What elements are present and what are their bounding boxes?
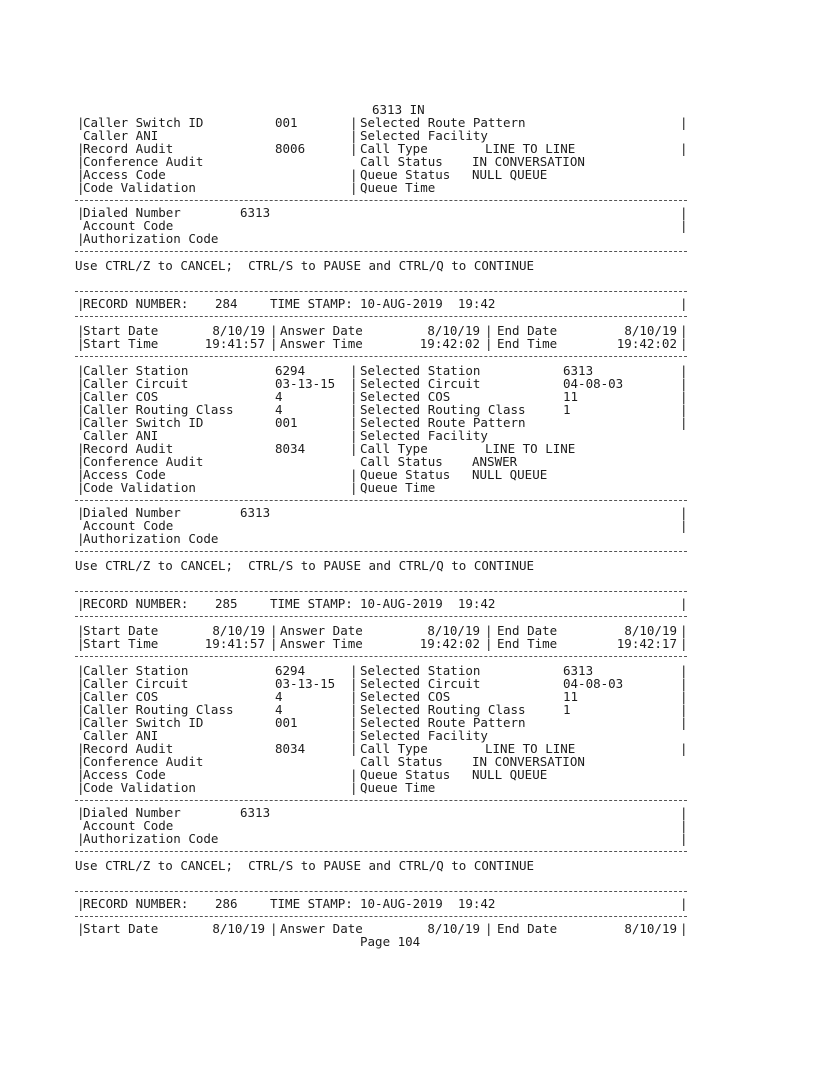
- label-caller-ani: Caller ANI: [83, 728, 159, 743]
- date-row: | Start Date 8/10/19 | Answer Date 8/10/19 | End Date 8/10/19 |: [77, 623, 688, 638]
- value-selected-circuit: 04-08-03: [563, 376, 624, 391]
- label-start-time: Start Time: [83, 636, 159, 651]
- detail-line: | Record Audit 8006 | Call Type LINE TO LINE |: [77, 141, 688, 156]
- value-record-audit: 8006: [275, 141, 306, 156]
- detail-line: | Caller Switch ID 001 | Selected Route Pattern |: [77, 415, 688, 430]
- value-queue-status: NULL QUEUE: [472, 467, 548, 482]
- value-answer-time: 19:42:02: [419, 336, 480, 351]
- value-selected-cos: 11: [563, 389, 579, 404]
- label-queue-status: Queue Status: [360, 167, 451, 182]
- value-start-time: 19:41:57: [204, 636, 265, 651]
- value-record-audit: 8034: [275, 441, 306, 456]
- detail-line: | Caller Station 6294 | Selected Station 6313 |: [77, 663, 688, 678]
- value-call-type: LINE TO LINE: [485, 741, 576, 756]
- label-caller-cos: Caller COS: [83, 389, 159, 404]
- value-queue-status: NULL QUEUE: [472, 767, 548, 782]
- value-answer-time: 19:42:02: [419, 636, 480, 651]
- label-selected-route-pattern: Selected Route Pattern: [360, 715, 526, 730]
- value-call-type: LINE TO LINE: [485, 441, 576, 456]
- label-account-code: Account Code: [83, 218, 174, 233]
- detail-line: | Caller Circuit 03-13-15 | Selected Circuit 04-08-03 |: [77, 676, 688, 691]
- value-answer-date: 8/10/19: [427, 323, 480, 338]
- label-answer-time: Answer Time: [280, 336, 363, 351]
- value-dialed-number: 6313: [240, 505, 271, 520]
- detail-line: | Conference Audit Call Status ANSWER: [77, 454, 518, 469]
- ctrl-message: Use CTRL/Z to CANCEL; CTRL/S to PAUSE and CTRL/Q to CONTINUE: [75, 858, 535, 873]
- separator: [0, 608, 816, 622]
- account-line: Account Code |: [83, 818, 688, 833]
- detail-line: | Access Code | Queue Status NULL QUEUE: [77, 467, 548, 482]
- separator: [0, 243, 816, 257]
- detail-line: | Caller COS 4 | Selected COS 11 |: [77, 389, 688, 404]
- authorization-line: | Authorization Code: [77, 231, 219, 246]
- label-code-validation: Code Validation: [83, 180, 196, 195]
- value-end-date: 8/10/19: [624, 623, 677, 638]
- page-number: Page 104: [360, 934, 421, 949]
- authorization-line: | Authorization Code |: [77, 831, 688, 846]
- value-call-status: ANSWER: [472, 454, 518, 469]
- label-call-status: Call Status: [360, 154, 443, 169]
- ctrl-message: Use CTRL/Z to CANCEL; CTRL/S to PAUSE and CTRL/Q to CONTINUE: [75, 258, 535, 273]
- value-caller-station: 6294: [275, 363, 306, 378]
- ctrl-message: Use CTRL/Z to CANCEL; CTRL/S to PAUSE and CTRL/Q to CONTINUE: [75, 558, 535, 573]
- value-call-status: IN CONVERSATION: [472, 754, 585, 769]
- detail-line: | Code Validation | Queue Time: [77, 180, 436, 195]
- value-caller-circuit: 03-13-15: [275, 376, 336, 391]
- label-caller-station: Caller Station: [83, 363, 189, 378]
- label-access-code: Access Code: [83, 767, 166, 782]
- label-dialed-number: Dialed Number: [83, 205, 181, 220]
- time-row: | Start Time 19:41:57 | Answer Time 19:42:02 | End Time 19:42:17 |: [77, 636, 688, 651]
- label-caller-routing-class: Caller Routing Class: [83, 702, 234, 717]
- label-time-stamp: TIME STAMP:: [270, 596, 353, 611]
- value-caller-circuit: 03-13-15: [275, 676, 336, 691]
- value-caller-switch-id: 001: [275, 415, 298, 430]
- label-call-type: Call Type: [360, 441, 428, 456]
- value-end-date: 8/10/19: [624, 921, 677, 936]
- label-selected-facility: Selected Facility: [360, 728, 488, 743]
- detail-line: | Access Code | Queue Status NULL QUEUE: [77, 167, 548, 182]
- separator: [0, 843, 816, 857]
- label-record-audit: Record Audit: [83, 441, 174, 456]
- separator: [0, 492, 816, 506]
- value-caller-switch-id: 001: [275, 115, 298, 130]
- label-caller-station: Caller Station: [83, 663, 189, 678]
- label-selected-routing-class: Selected Routing Class: [360, 702, 526, 717]
- detail-line: | Caller Routing Class 4 | Selected Routing Class 1 |: [77, 402, 688, 417]
- separator: [0, 283, 816, 297]
- record-header: | RECORD NUMBER: 284 TIME STAMP: 10-AUG-2019 19:42 |: [77, 296, 688, 311]
- value-selected-routing-class: 1: [563, 402, 571, 417]
- value-queue-status: NULL QUEUE: [472, 167, 548, 182]
- label-code-validation: Code Validation: [83, 780, 196, 795]
- label-call-type: Call Type: [360, 741, 428, 756]
- label-end-date: End Date: [497, 323, 558, 338]
- label-call-type: Call Type: [360, 141, 428, 156]
- separator: [0, 883, 816, 897]
- label-selected-cos: Selected COS: [360, 389, 451, 404]
- separator: [0, 648, 816, 662]
- label-account-code: Account Code: [83, 518, 174, 533]
- label-record-number: RECORD NUMBER:: [83, 296, 189, 311]
- detail-line: | Caller Circuit 03-13-15 | Selected Circuit 04-08-03 |: [77, 376, 688, 391]
- label-end-date: End Date: [497, 623, 558, 638]
- record-header: | RECORD NUMBER: 285 TIME STAMP: 10-AUG-2019 19:42 |: [77, 596, 688, 611]
- label-authorization-code: Authorization Code: [83, 231, 219, 246]
- separator: [0, 792, 816, 806]
- label-call-status: Call Status: [360, 454, 443, 469]
- detail-line: | Conference Audit Call Status IN CONVERSATION: [77, 754, 585, 769]
- label-caller-circuit: Caller Circuit: [83, 676, 189, 691]
- value-answer-date: 8/10/19: [427, 623, 480, 638]
- label-end-date: End Date: [497, 921, 558, 936]
- label-answer-date: Answer Date: [280, 323, 363, 338]
- date-row: | Start Date 8/10/19 | Answer Date 8/10/19 | End Date 8/10/19 |: [77, 921, 688, 936]
- label-start-date: Start Date: [83, 921, 159, 936]
- detail-line: | Caller Station 6294 | Selected Station 6313 |: [77, 363, 688, 378]
- label-access-code: Access Code: [83, 167, 166, 182]
- label-caller-cos: Caller COS: [83, 689, 159, 704]
- value-answer-date: 8/10/19: [427, 921, 480, 936]
- label-selected-routing-class: Selected Routing Class: [360, 402, 526, 417]
- value-start-time: 19:41:57: [204, 336, 265, 351]
- value-call-type: LINE TO LINE: [485, 141, 576, 156]
- label-dialed-number: Dialed Number: [83, 805, 181, 820]
- detail-line: | Caller Routing Class 4 | Selected Routing Class 1 |: [77, 702, 688, 717]
- detail-line: | Code Validation | Queue Time: [77, 780, 436, 795]
- label-end-time: End Time: [497, 636, 558, 651]
- label-end-time: End Time: [497, 336, 558, 351]
- account-line: Account Code |: [83, 218, 688, 233]
- label-queue-status: Queue Status: [360, 467, 451, 482]
- header-fragment: 6313 IN: [372, 102, 425, 117]
- value-selected-station: 6313: [563, 663, 594, 678]
- label-queue-time: Queue Time: [360, 180, 436, 195]
- authorization-line: | Authorization Code: [77, 531, 219, 546]
- label-answer-date: Answer Date: [280, 921, 363, 936]
- separator: [0, 543, 816, 557]
- value-selected-routing-class: 1: [563, 702, 571, 717]
- detail-line: | Conference Audit Call Status IN CONVERSATION: [77, 154, 585, 169]
- label-code-validation: Code Validation: [83, 480, 196, 495]
- value-start-date: 8/10/19: [212, 323, 265, 338]
- label-answer-date: Answer Date: [280, 623, 363, 638]
- detail-line: | Caller Switch ID 001 | Selected Route Pattern |: [77, 115, 688, 130]
- label-conference-audit: Conference Audit: [83, 754, 204, 769]
- label-caller-ani: Caller ANI: [83, 428, 159, 443]
- value-selected-circuit: 04-08-03: [563, 676, 624, 691]
- separator: [0, 583, 816, 597]
- label-time-stamp: TIME STAMP:: [270, 296, 353, 311]
- value-end-time: 19:42:17: [616, 636, 677, 651]
- label-selected-facility: Selected Facility: [360, 428, 488, 443]
- detail-line: | Caller Switch ID 001 | Selected Route Pattern |: [77, 715, 688, 730]
- label-caller-switch-id: Caller Switch ID: [83, 715, 204, 730]
- date-row: | Start Date 8/10/19 | Answer Date 8/10/19 | End Date 8/10/19 |: [77, 323, 688, 338]
- value-time-stamp: 10-AUG-2019 19:42: [360, 896, 496, 911]
- separator: [0, 192, 816, 206]
- label-record-number: RECORD NUMBER:: [83, 896, 189, 911]
- value-selected-cos: 11: [563, 689, 579, 704]
- value-dialed-number: 6313: [240, 805, 271, 820]
- separator: [0, 908, 816, 922]
- label-selected-circuit: Selected Circuit: [360, 676, 481, 691]
- value-dialed-number: 6313: [240, 205, 271, 220]
- value-caller-routing-class: 4: [275, 402, 283, 417]
- time-row: | Start Time 19:41:57 | Answer Time 19:42:02 | End Time 19:42:02 |: [77, 336, 688, 351]
- value-start-date: 8/10/19: [212, 623, 265, 638]
- value-time-stamp: 10-AUG-2019 19:42: [360, 596, 496, 611]
- label-caller-ani: Caller ANI: [83, 128, 159, 143]
- label-queue-time: Queue Time: [360, 480, 436, 495]
- value-start-date: 8/10/19: [212, 921, 265, 936]
- dialed-line: | Dialed Number 6313 |: [77, 805, 688, 820]
- label-record-number: RECORD NUMBER:: [83, 596, 189, 611]
- label-authorization-code: Authorization Code: [83, 531, 219, 546]
- label-conference-audit: Conference Audit: [83, 454, 204, 469]
- label-selected-cos: Selected COS: [360, 689, 451, 704]
- value-caller-station: 6294: [275, 663, 306, 678]
- value-time-stamp: 10-AUG-2019 19:42: [360, 296, 496, 311]
- account-line: Account Code |: [83, 518, 688, 533]
- record-header: | RECORD NUMBER: 286 TIME STAMP: 10-AUG-2019 19:42 |: [77, 896, 688, 911]
- label-selected-station: Selected Station: [360, 663, 481, 678]
- label-selected-route-pattern: Selected Route Pattern: [360, 415, 526, 430]
- detail-line: | Record Audit 8034 | Call Type LINE TO LINE: [77, 441, 576, 456]
- value-end-time: 19:42:02: [616, 336, 677, 351]
- label-caller-circuit: Caller Circuit: [83, 376, 189, 391]
- label-start-date: Start Date: [83, 323, 159, 338]
- label-selected-circuit: Selected Circuit: [360, 376, 481, 391]
- value-caller-cos: 4: [275, 389, 283, 404]
- label-selected-station: Selected Station: [360, 363, 481, 378]
- label-access-code: Access Code: [83, 467, 166, 482]
- label-conference-audit: Conference Audit: [83, 154, 204, 169]
- value-caller-cos: 4: [275, 689, 283, 704]
- value-record-number: 286: [215, 896, 238, 911]
- label-dialed-number: Dialed Number: [83, 505, 181, 520]
- value-call-status: IN CONVERSATION: [472, 154, 585, 169]
- dialed-line: | Dialed Number 6313 |: [77, 205, 688, 220]
- label-start-date: Start Date: [83, 623, 159, 638]
- label-record-audit: Record Audit: [83, 741, 174, 756]
- value-record-audit: 8034: [275, 741, 306, 756]
- value-record-number: 285: [215, 596, 238, 611]
- detail-line: Caller ANI | Selected Facility: [83, 428, 488, 443]
- detail-line: Caller ANI | Selected Facility: [83, 128, 488, 143]
- detail-line: | Code Validation | Queue Time: [77, 480, 436, 495]
- separator: [0, 308, 816, 322]
- separator: [0, 348, 816, 362]
- label-time-stamp: TIME STAMP:: [270, 896, 353, 911]
- label-answer-time: Answer Time: [280, 636, 363, 651]
- label-record-audit: Record Audit: [83, 141, 174, 156]
- detail-line: Caller ANI | Selected Facility: [83, 728, 488, 743]
- label-call-status: Call Status: [360, 754, 443, 769]
- label-caller-switch-id: Caller Switch ID: [83, 115, 204, 130]
- label-queue-status: Queue Status: [360, 767, 451, 782]
- value-end-date: 8/10/19: [624, 323, 677, 338]
- value-caller-routing-class: 4: [275, 702, 283, 717]
- value-selected-station: 6313: [563, 363, 594, 378]
- label-account-code: Account Code: [83, 818, 174, 833]
- detail-line: | Access Code | Queue Status NULL QUEUE: [77, 767, 548, 782]
- label-selected-facility: Selected Facility: [360, 128, 488, 143]
- dialed-line: | Dialed Number 6313 |: [77, 505, 688, 520]
- detail-line: | Caller COS 4 | Selected COS 11 |: [77, 689, 688, 704]
- value-record-number: 284: [215, 296, 238, 311]
- label-caller-routing-class: Caller Routing Class: [83, 402, 234, 417]
- label-start-time: Start Time: [83, 336, 159, 351]
- detail-line: | Record Audit 8034 | Call Type LINE TO LINE |: [77, 741, 688, 756]
- label-selected-route-pattern: Selected Route Pattern: [360, 115, 526, 130]
- label-caller-switch-id: Caller Switch ID: [83, 415, 204, 430]
- label-queue-time: Queue Time: [360, 780, 436, 795]
- value-caller-switch-id: 001: [275, 715, 298, 730]
- label-authorization-code: Authorization Code: [83, 831, 219, 846]
